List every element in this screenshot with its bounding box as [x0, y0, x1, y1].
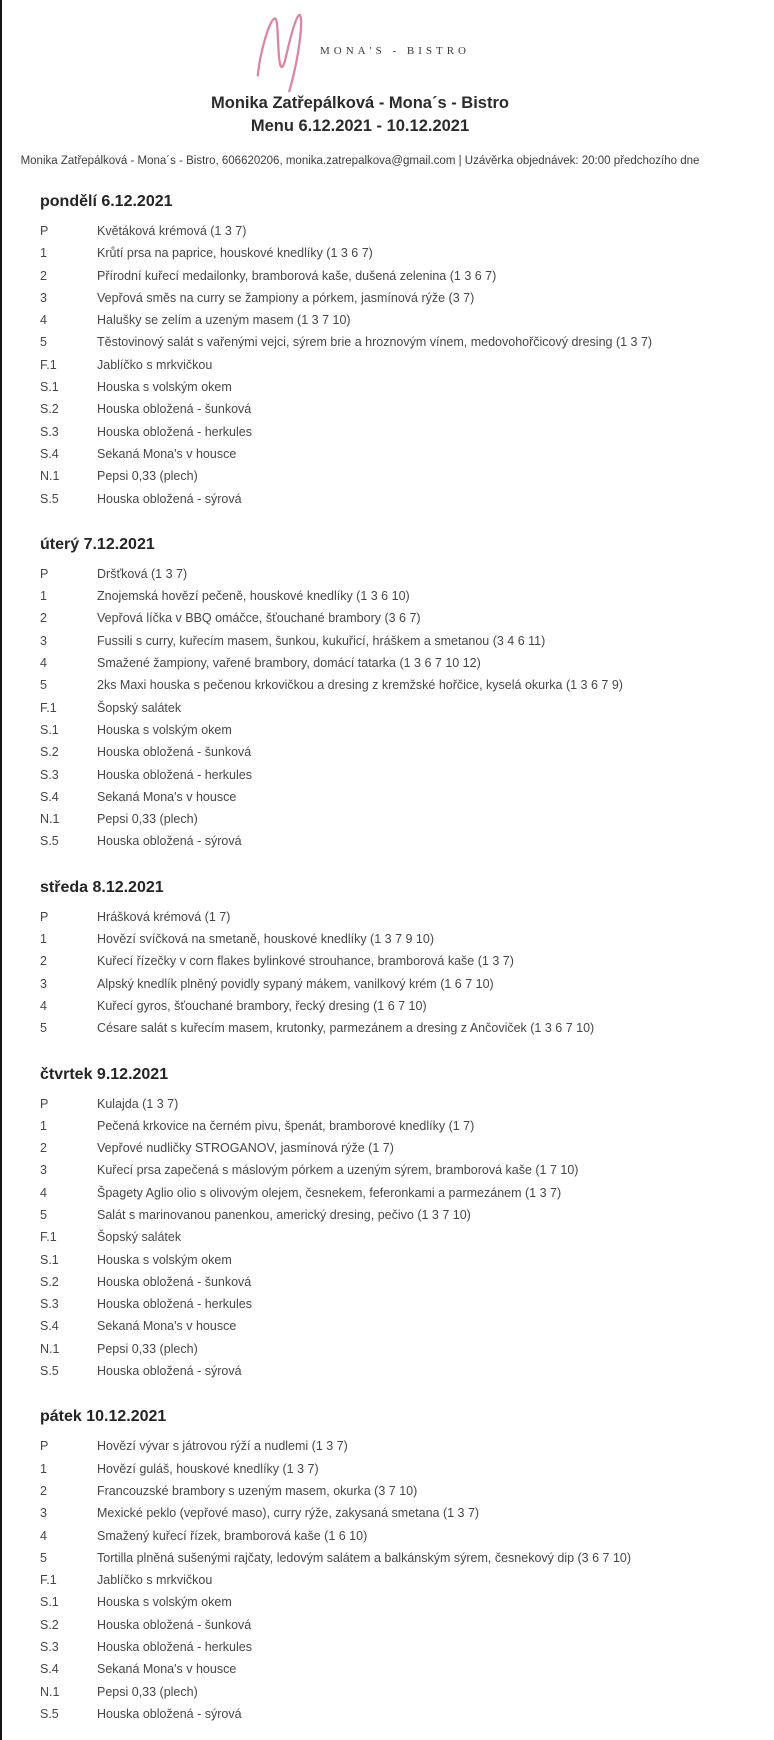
menu-date-range: Menu 6.12.2021 - 10.12.2021: [250, 117, 470, 135]
menu-item-code: 4: [40, 656, 47, 671]
menu-item-text: Hrášková krémová (1 7): [97, 909, 231, 924]
menu-item-text: Krůtí prsa na paprice, houskové knedlíky (1 3 6 7): [97, 246, 373, 261]
day-header: pátek 10.12.2021: [40, 1408, 167, 1426]
menu-row: [40, 1226, 718, 1248]
menu-row: [40, 488, 718, 510]
menu-row: [40, 1159, 718, 1181]
menu-row: [40, 950, 718, 972]
menu-row: [40, 1569, 718, 1591]
menu-item-code: 5: [40, 678, 47, 693]
menu-item-text: Halušky se zelím a uzeným masem (1 3 7 10): [97, 313, 351, 328]
contact-line: Monika Zatřepálková - Mona´s - Bistro, 606620206, monika.zatrepalkova@gmail.com | Uzávěrka objednávek: 20:00 předchozího dne: [20, 155, 700, 167]
menu-item-code: S.4: [40, 446, 59, 461]
page-title: Monika Zatřepálková - Mona´s - Bistro: [211, 94, 509, 112]
menu-item-code: F.1: [40, 700, 57, 715]
menu-row: [40, 808, 718, 830]
menu-item-text: Houska obložená - sýrová: [97, 1364, 242, 1379]
menu-item-code: 1: [40, 932, 47, 947]
menu-item-code: S.3: [40, 767, 59, 782]
menu-item-code: 4: [40, 1528, 47, 1543]
menu-item-text: Kulajda (1 3 7): [97, 1096, 179, 1111]
menu-item-text: Znojemská hovězí pečeně, houskové knedlíky (1 3 6 10): [97, 589, 410, 604]
menu-row: [40, 331, 718, 353]
menu-item-code: 4: [40, 1185, 47, 1200]
menu-row: [40, 354, 718, 376]
menu-item-code: S.5: [40, 834, 59, 849]
menu-item-code: S.4: [40, 1319, 59, 1334]
menu-item-code: 5: [40, 335, 47, 350]
menu-item-code: 3: [40, 633, 47, 648]
menu-row: [40, 1249, 718, 1271]
menu-item-code: 3: [40, 976, 47, 991]
menu-item-text: Jablíčko s mrkvičkou: [97, 357, 213, 372]
menu-row: [40, 697, 718, 719]
day-section: [40, 192, 718, 510]
menu-row: [40, 906, 718, 928]
menu-item-code: 3: [40, 1163, 47, 1178]
menu-item-code: F.1: [40, 357, 57, 372]
menu-row: [40, 398, 718, 420]
menu-item-text: Kuřecí řízečky v corn flakes bylinkové strouhance, bramborová kaše (1 3 7): [97, 954, 514, 969]
menu-item-code: F.1: [40, 1230, 57, 1245]
menu-row: [40, 563, 718, 585]
menu-page: [2, 0, 718, 1725]
menu-item-text: Mexické peklo (vepřové maso), curry rýže, zakysaná smetana (1 3 7): [97, 1506, 480, 1521]
menu-item-text: Fussili s curry, kuřecím masem, šunkou, kukuřicí, hráškem a smetanou (3 4 6 11): [97, 633, 546, 648]
masthead: [2, 0, 718, 167]
day-section: [40, 535, 718, 853]
menu-days: [2, 192, 718, 1725]
menu-item-code: S.3: [40, 1297, 59, 1312]
menu-row: [40, 265, 718, 287]
menu-item-code: S.1: [40, 380, 59, 395]
menu-row: [40, 1271, 718, 1293]
menu-row: [40, 1614, 718, 1636]
menu-item-text: Houska obložená - šunková: [97, 745, 252, 760]
menu-item-text: Houska obložená - herkules: [97, 424, 252, 439]
menu-row: [40, 607, 718, 629]
menu-item-code: 2: [40, 954, 47, 969]
day-header: čtvrtek 9.12.2021: [40, 1065, 169, 1083]
menu-item-text: Sekaná Mona's v housce: [97, 1319, 237, 1334]
menu-item-code: P: [40, 909, 49, 924]
menu-item-text: Šopský salátek: [97, 1230, 182, 1245]
menu-row: [40, 1093, 718, 1115]
menu-item-text: Hovězí guláš, houskové knedlíky (1 3 7): [97, 1461, 319, 1476]
menu-item-text: Květáková krémová (1 3 7): [97, 224, 247, 238]
menu-row: [40, 1681, 718, 1703]
menu-item-text: Kuřecí gyros, šťouchané brambory, řecký dresing (1 6 7 10): [97, 998, 427, 1013]
menu-item-text: Houska obložená - sýrová: [97, 1706, 242, 1721]
menu-item-code: 5: [40, 1550, 47, 1565]
menu-item-code: N.1: [40, 1684, 60, 1699]
menu-item-code: S.5: [40, 491, 59, 506]
menu-row: [40, 242, 718, 264]
menu-row: [40, 585, 718, 607]
menu-row: [40, 630, 718, 652]
menu-row: [40, 1458, 718, 1480]
menu-item-text: Kuřecí prsa zapečená s máslovým pórkem a uzeným sýrem, bramborová kaše (1 7 10): [97, 1163, 579, 1178]
menu-item-text: Houska obložená - sýrová: [97, 491, 242, 506]
menu-row: [40, 973, 718, 995]
menu-item-code: N.1: [40, 469, 60, 484]
menu-item-code: 1: [40, 1118, 47, 1133]
menu-item-text: Houska s volským okem: [97, 380, 232, 395]
menu-item-text: Francouzské brambory s uzeným masem, okurka (3 7 10): [97, 1483, 418, 1498]
menu-row: [40, 287, 718, 309]
menu-item-text: Alpský knedlík plněný povidly sypaný mákem, vanilkový krém (1 6 7 10): [97, 976, 494, 991]
menu-item-text: Špagety Aglio olio s olivovým olejem, česnekem, feferonkami a parmezánem (1 3 7): [97, 1185, 562, 1200]
menu-row: [40, 1137, 718, 1159]
menu-item-code: S.4: [40, 789, 59, 804]
menu-row: [40, 1315, 718, 1337]
menu-row: [40, 830, 718, 852]
menu-item-text: Césare salát s kuřecím masem, krutonky, parmezánem a dresing z Ančoviček (1 3 6 7 10): [97, 1021, 595, 1036]
menu-item-code: P: [40, 224, 49, 238]
day-section: [40, 1065, 718, 1383]
menu-item-text: Pepsi 0,33 (plech): [97, 1341, 198, 1356]
menu-item-text: Pepsi 0,33 (plech): [97, 812, 198, 827]
menu-row: [40, 928, 718, 950]
menu-item-text: Houska s volským okem: [97, 1595, 232, 1610]
menu-item-code: 5: [40, 1207, 47, 1222]
menu-item-text: Houska obložená - šunková: [97, 402, 252, 417]
menu-row: [40, 1182, 718, 1204]
menu-row: [40, 1338, 718, 1360]
menu-item-text: Pepsi 0,33 (plech): [97, 1684, 198, 1699]
menu-item-code: S.5: [40, 1364, 59, 1379]
menu-row: [40, 1293, 718, 1315]
menu-item-code: 3: [40, 1506, 47, 1521]
menu-item-code: 4: [40, 998, 47, 1013]
menu-item-code: S.1: [40, 722, 59, 737]
menu-item-code: P: [40, 566, 49, 581]
menu-item-text: Těstovinový salát s vařenými vejci, sýrem brie a hroznovým vínem, medovohořčicový dresing (1 3 7): [97, 335, 653, 350]
menu-item-code: P: [40, 1096, 49, 1111]
menu-item-code: 3: [40, 290, 47, 305]
menu-item-text: Pepsi 0,33 (plech): [97, 469, 198, 484]
menu-item-text: 2ks Maxi houska s pečenou krkovičkou a dresing z kremžské hořčice, kyselá okurka (1 3 6 7 9): [97, 678, 623, 693]
menu-row: [40, 719, 718, 741]
menu-row: [40, 1115, 718, 1137]
menu-item-code: S.1: [40, 1252, 59, 1267]
menu-item-text: Houska obložená - šunková: [97, 1274, 252, 1289]
menu-item-text: Houska obložená - sýrová: [97, 834, 242, 849]
menu-item-code: 1: [40, 589, 47, 604]
menu-item-code: 5: [40, 1021, 47, 1036]
menu-item-code: 2: [40, 611, 47, 626]
menu-row: [40, 465, 718, 487]
mona-monogram-icon: [250, 9, 304, 93]
menu-row: [40, 421, 718, 443]
menu-item-text: Hovězí vývar s játrovou rýží a nudlemi (1 3 7): [97, 1439, 348, 1454]
menu-row: [40, 1435, 718, 1457]
menu-row: [40, 376, 718, 398]
menu-row: [40, 741, 718, 763]
menu-row: [40, 443, 718, 465]
menu-item-code: N.1: [40, 1341, 60, 1356]
menu-item-code: S.4: [40, 1662, 59, 1677]
menu-item-code: S.3: [40, 424, 59, 439]
menu-row: [40, 1703, 718, 1725]
menu-item-text: Vepřová líčka v BBQ omáčce, šťouchané brambory (3 6 7): [97, 611, 421, 626]
menu-item-text: Houska s volským okem: [97, 1252, 232, 1267]
menu-item-code: S.2: [40, 402, 59, 417]
menu-item-text: Smažené žampiony, vařené brambory, domácí tatarka (1 3 6 7 10 12): [97, 656, 481, 671]
menu-item-text: Houska obložená - šunková: [97, 1617, 252, 1632]
menu-item-text: Salát s marinovanou panenkou, americký dresing, pečivo (1 3 7 10): [97, 1207, 471, 1222]
menu-item-text: Houska obložená - herkules: [97, 1297, 252, 1312]
menu-item-code: 2: [40, 268, 47, 283]
menu-row: [40, 1017, 718, 1039]
menu-item-text: Šopský salátek: [97, 700, 182, 715]
logo: [2, 10, 718, 92]
menu-item-code: S.1: [40, 1595, 59, 1610]
menu-row: [40, 220, 718, 242]
menu-row: [40, 1658, 718, 1680]
menu-item-code: 1: [40, 246, 47, 261]
menu-row: [40, 1204, 718, 1226]
menu-item-text: Jablíčko s mrkvičkou: [97, 1573, 213, 1588]
menu-item-text: Houska s volským okem: [97, 722, 232, 737]
menu-row: [40, 1502, 718, 1524]
menu-item-text: Přírodní kuřecí medailonky, bramborová kaše, dušená zelenina (1 3 6 7): [97, 268, 497, 283]
menu-item-text: Sekaná Mona's v housce: [97, 1662, 237, 1677]
day-header: středa 8.12.2021: [40, 878, 164, 896]
menu-item-code: 2: [40, 1141, 47, 1156]
menu-row: [40, 1636, 718, 1658]
menu-row: [40, 1480, 718, 1502]
menu-item-text: Houska obložená - herkules: [97, 767, 252, 782]
menu-item-code: P: [40, 1439, 49, 1454]
menu-item-text: Dršťková (1 3 7): [97, 566, 188, 581]
menu-item-code: F.1: [40, 1573, 57, 1588]
menu-item-text: Smažený kuřecí řízek, bramborová kaše (1 6 10): [97, 1528, 368, 1543]
menu-item-text: Houska obložená - herkules: [97, 1640, 252, 1655]
menu-row: [40, 1525, 718, 1547]
day-section: [40, 878, 718, 1040]
day-header: úterý 7.12.2021: [40, 535, 155, 553]
menu-item-text: Sekaná Mona's v housce: [97, 789, 237, 804]
day-header: pondělí 6.12.2021: [40, 193, 173, 210]
menu-item-code: 1: [40, 1461, 47, 1476]
menu-item-text: Vepřové nudličky STROGANOV, jasmínová rýže (1 7): [97, 1141, 394, 1156]
menu-row: [40, 652, 718, 674]
menu-row: [40, 786, 718, 808]
menu-row: [40, 764, 718, 786]
menu-row: [40, 309, 718, 331]
menu-item-code: N.1: [40, 812, 60, 827]
logo-brand-text: MONA'S - BISTRO: [320, 45, 470, 57]
monogram-stroke: [258, 15, 301, 91]
menu-item-text: Tortilla plněná sušenými rajčaty, ledovým salátem a balkánským sýrem, česnekový dip (3 6 7 10): [97, 1550, 632, 1565]
menu-row: [40, 1591, 718, 1613]
menu-item-text: Vepřová směs na curry se žampiony a pórkem, jasmínová rýže (3 7): [97, 290, 475, 305]
menu-row: [40, 1360, 718, 1382]
day-section: [40, 1407, 718, 1725]
menu-item-text: Hovězí svíčková na smetaně, houskové knedlíky (1 3 7 9 10): [97, 932, 434, 947]
menu-item-text: Sekaná Mona's v housce: [97, 446, 237, 461]
menu-row: [40, 995, 718, 1017]
menu-row: [40, 674, 718, 696]
menu-item-code: 4: [40, 313, 47, 328]
menu-item-code: S.3: [40, 1640, 59, 1655]
menu-item-code: S.2: [40, 1274, 59, 1289]
menu-item-code: S.2: [40, 745, 59, 760]
menu-item-code: S.2: [40, 1617, 59, 1632]
menu-row: [40, 1547, 718, 1569]
menu-item-code: S.5: [40, 1706, 59, 1721]
menu-item-code: 2: [40, 1483, 47, 1498]
menu-item-text: Pečená krkovice na černém pivu, špenát, bramborové knedlíky (1 7): [97, 1118, 475, 1133]
